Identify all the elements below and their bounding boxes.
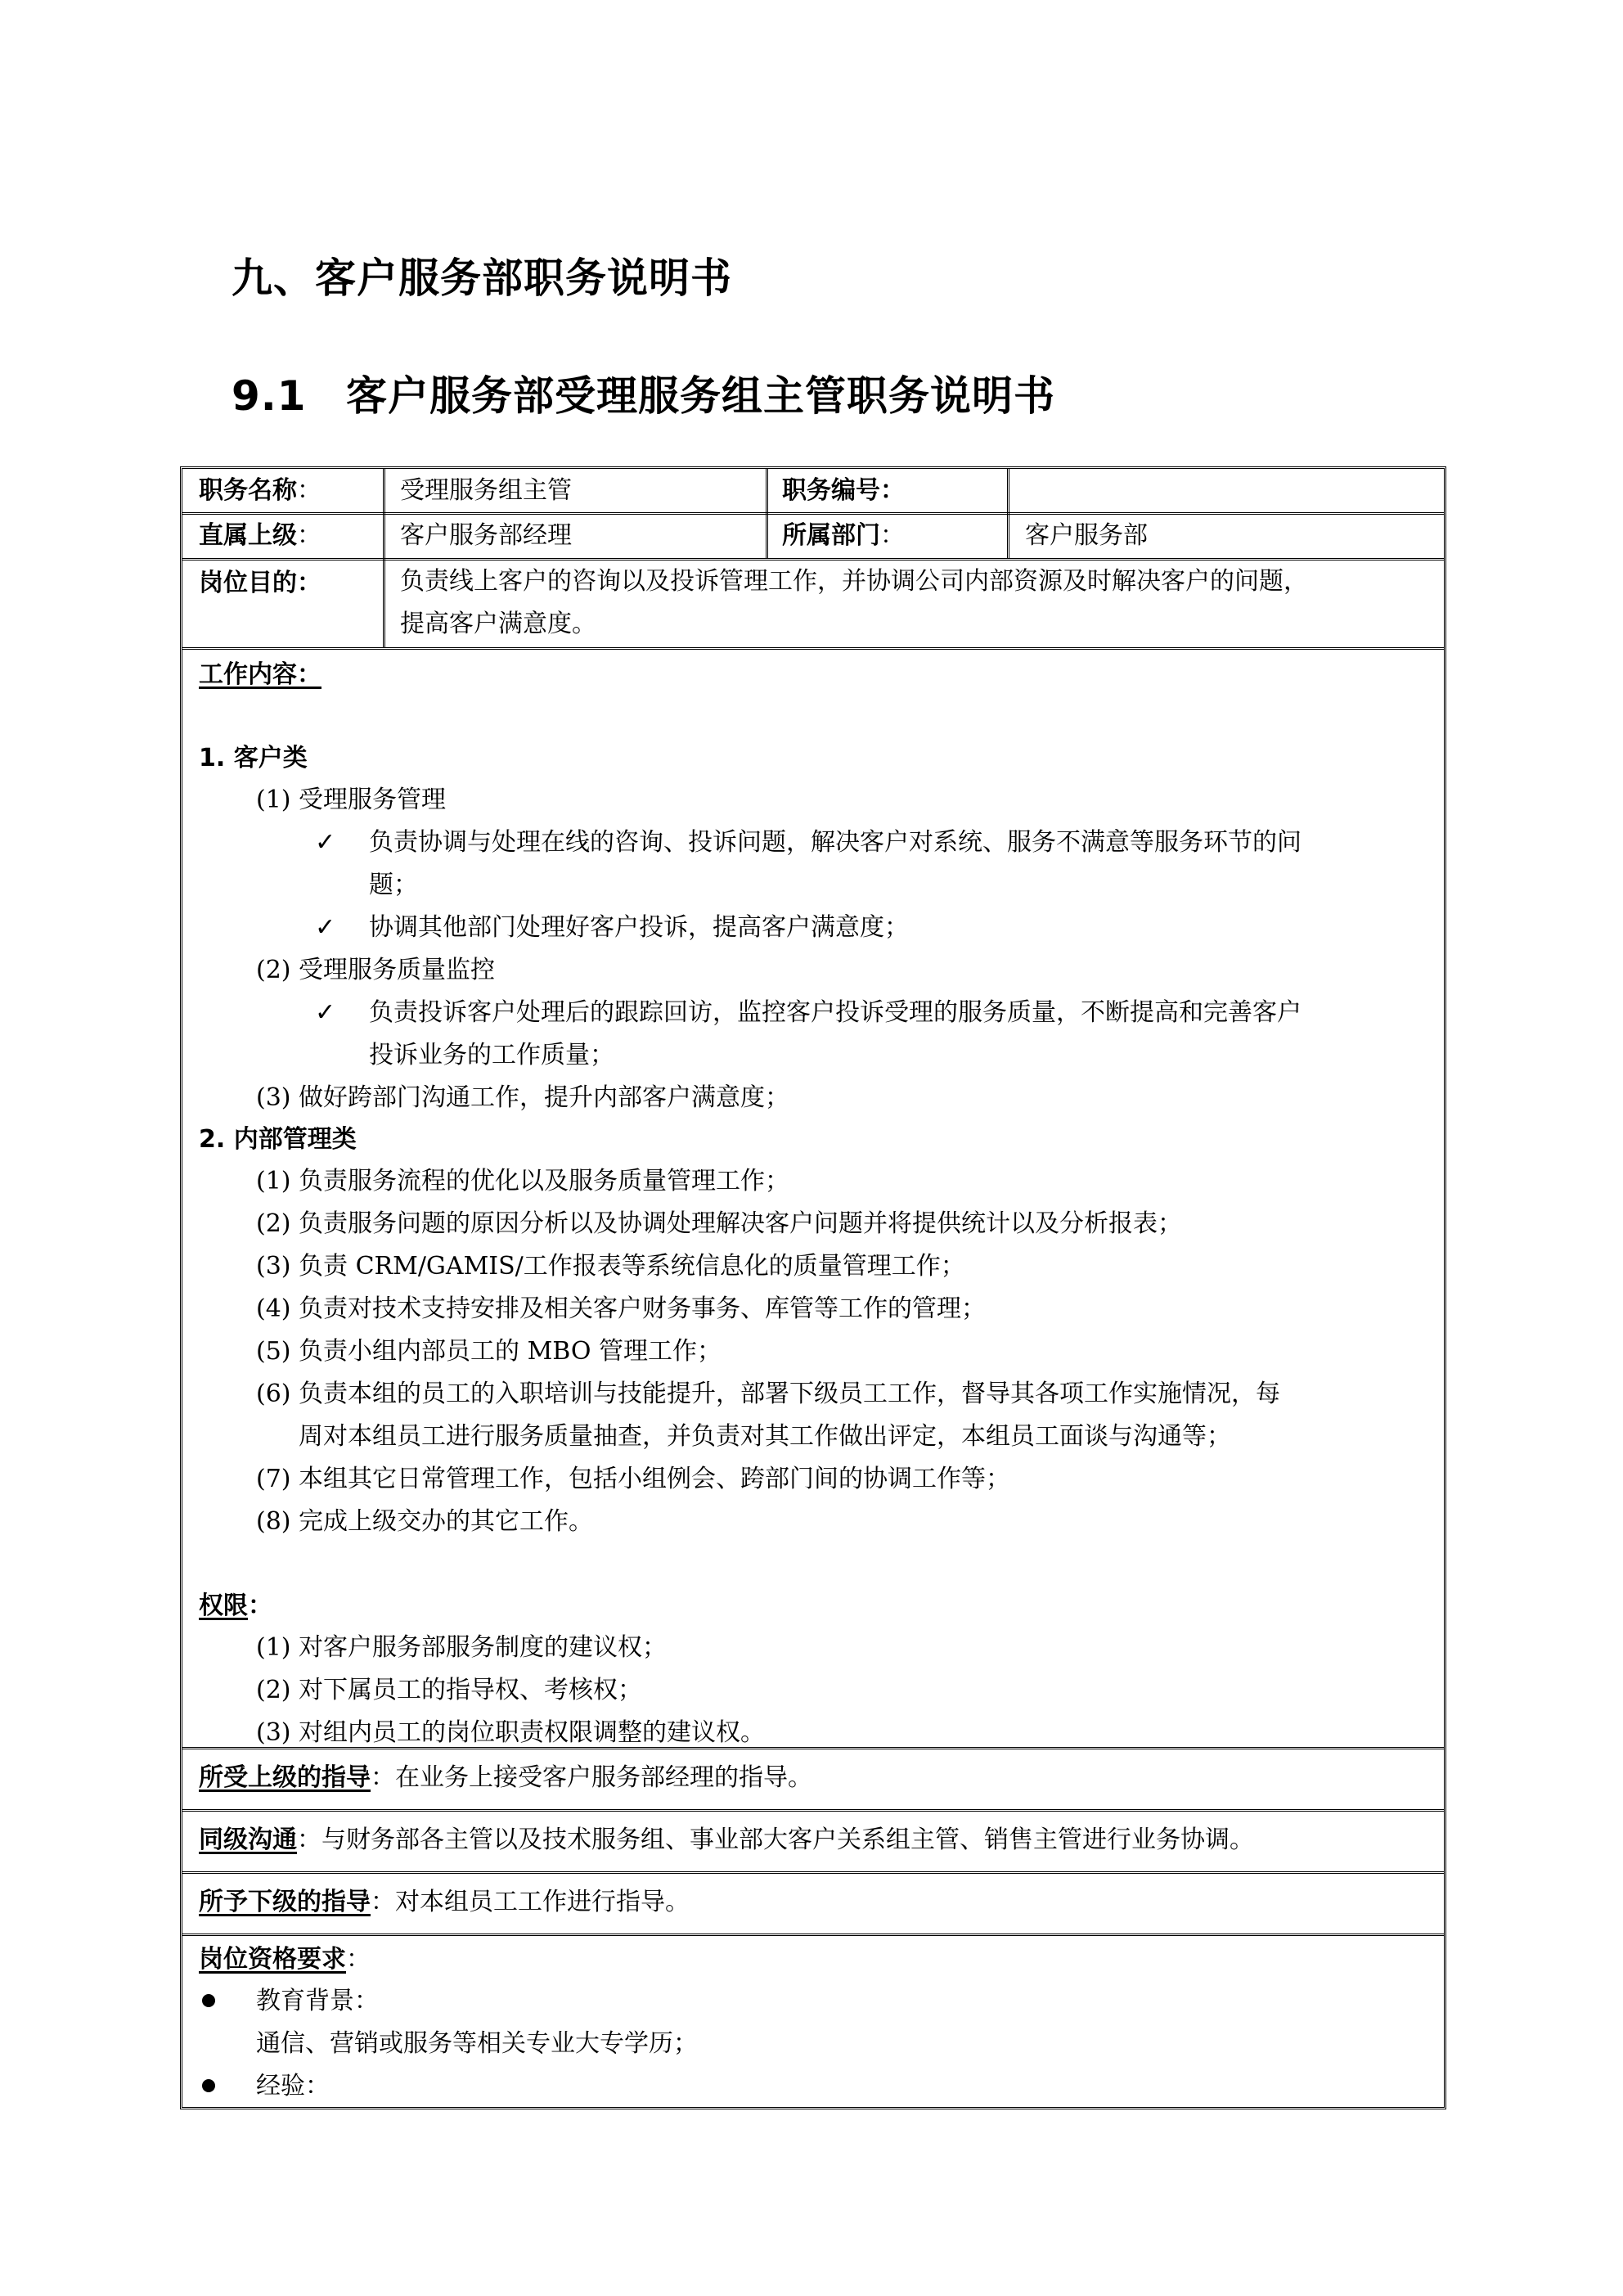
check-icon: ✓ xyxy=(315,828,336,857)
list-item: 周对本组员工进行服务质量抽查，并负责对其工作做出评定，本组员工面谈与沟通等； xyxy=(299,1422,1231,1451)
list-item: (2) 对下属员工的指导权、考核权； xyxy=(256,1676,643,1704)
peer-communication-label: 同级沟通 xyxy=(199,1826,297,1854)
category-customer: 1. 客户类 xyxy=(199,744,308,772)
list-item: (3) 做好跨部门沟通工作，提升内部客户满意度； xyxy=(256,1083,790,1112)
list-item: (2) 受理服务质量监控 xyxy=(256,956,496,984)
list-item: 负责协调与处理在线的咨询、投诉问题，解决客户对系统、服务不满意等服务环节的问 xyxy=(369,828,1302,857)
list-item: (4) 负责对技术支持安排及相关客户财务事务、库管等工作的管理； xyxy=(256,1294,987,1323)
peer-communication-text: ：与财务部各主管以及技术服务组、事业部大客户关系组主管、销售主管进行业务协调。 xyxy=(297,1826,1254,1854)
check-icon: ✓ xyxy=(315,998,336,1027)
superior-colon: ： xyxy=(297,521,321,550)
superior-guidance-label: 所受上级的指导 xyxy=(199,1763,371,1792)
purpose-line-1: 负责线上客户的咨询以及投诉管理工作，并协调公司内部资源及时解决客户的问题， xyxy=(400,567,1308,596)
bullet-dot-icon xyxy=(202,1994,215,2007)
subordinate-guidance-label: 所予下级的指导 xyxy=(199,1888,371,1916)
list-item: (5) 负责小组内部员工的 MBO 管理工作； xyxy=(256,1337,722,1366)
list-item: (2) 负责服务问题的原因分析以及协调处理解决客户问题并将提供统计以及分析报表； xyxy=(256,1209,1183,1238)
list-item: (1) 受理服务管理 xyxy=(256,786,447,814)
experience-label: 经验： xyxy=(256,2072,330,2100)
list-item: 题； xyxy=(369,871,418,899)
list-item: 协调其他部门处理好客户投诉，提高客户满意度； xyxy=(369,913,909,942)
dept-label: 所属部门 xyxy=(782,521,880,550)
category-internal-management: 2. 内部管理类 xyxy=(199,1125,357,1154)
job-description-table xyxy=(180,466,1446,2109)
qualification-label: 岗位资格要求 xyxy=(199,1945,346,1974)
work-content-label: 工作内容： xyxy=(199,660,321,689)
list-item: (6) 负责本组的员工的入职培训与技能提升，部署下级员工工作，督导其各项工作实施情况，每 xyxy=(256,1380,1281,1408)
dept-colon: ： xyxy=(880,521,905,550)
purpose-label: 岗位目的： xyxy=(199,569,321,597)
authority-label: 权限 xyxy=(199,1591,248,1620)
list-item: (8) 完成上级交办的其它工作。 xyxy=(256,1507,594,1536)
subordinate-guidance-text: ：对本组员工工作进行指导。 xyxy=(371,1888,690,1916)
doc-title: 九、客户服务部职务说明书 xyxy=(232,254,732,302)
list-item: (1) 对客户服务部服务制度的建议权； xyxy=(256,1633,668,1662)
list-item: 投诉业务的工作质量； xyxy=(369,1041,614,1069)
job-name-label: 职务名称 xyxy=(199,476,297,505)
section-number: 9.1 xyxy=(232,372,307,420)
job-name-value: 受理服务组主管 xyxy=(400,476,572,505)
job-no-label: 职务编号： xyxy=(782,476,905,505)
section-heading xyxy=(232,363,1055,422)
superior-value: 客户服务部经理 xyxy=(400,521,572,550)
superior-label: 直属上级 xyxy=(199,521,297,550)
purpose-line-2: 提高客户满意度。 xyxy=(400,610,596,638)
bullet-dot-icon xyxy=(202,2079,215,2092)
education-label: 教育背景： xyxy=(256,1987,379,2015)
list-item: (3) 对组内员工的岗位职责权限调整的建议权。 xyxy=(256,1718,766,1747)
authority-colon: ： xyxy=(248,1591,272,1620)
section-title: 客户服务部受理服务组主管职务说明书 xyxy=(346,372,1055,420)
check-icon: ✓ xyxy=(315,913,336,942)
superior-guidance-text: ：在业务上接受客户服务部经理的指导。 xyxy=(371,1763,812,1792)
job-name-colon: ： xyxy=(297,476,321,505)
list-item: (7) 本组其它日常管理工作，包括小组例会、跨部门间的协调工作等； xyxy=(256,1465,1011,1493)
list-item: (3) 负责 CRM/GAMIS/工作报表等系统信息化的质量管理工作； xyxy=(256,1252,965,1281)
qualification-colon: ： xyxy=(346,1945,371,1974)
list-item: 负责投诉客户处理后的跟踪回访，监控客户投诉受理的服务质量，不断提高和完善客户 xyxy=(369,998,1302,1027)
list-item: (1) 负责服务流程的优化以及服务质量管理工作； xyxy=(256,1167,790,1195)
education-value: 通信、营销或服务等相关专业大专学历； xyxy=(256,2029,698,2058)
dept-value: 客户服务部 xyxy=(1025,521,1148,550)
